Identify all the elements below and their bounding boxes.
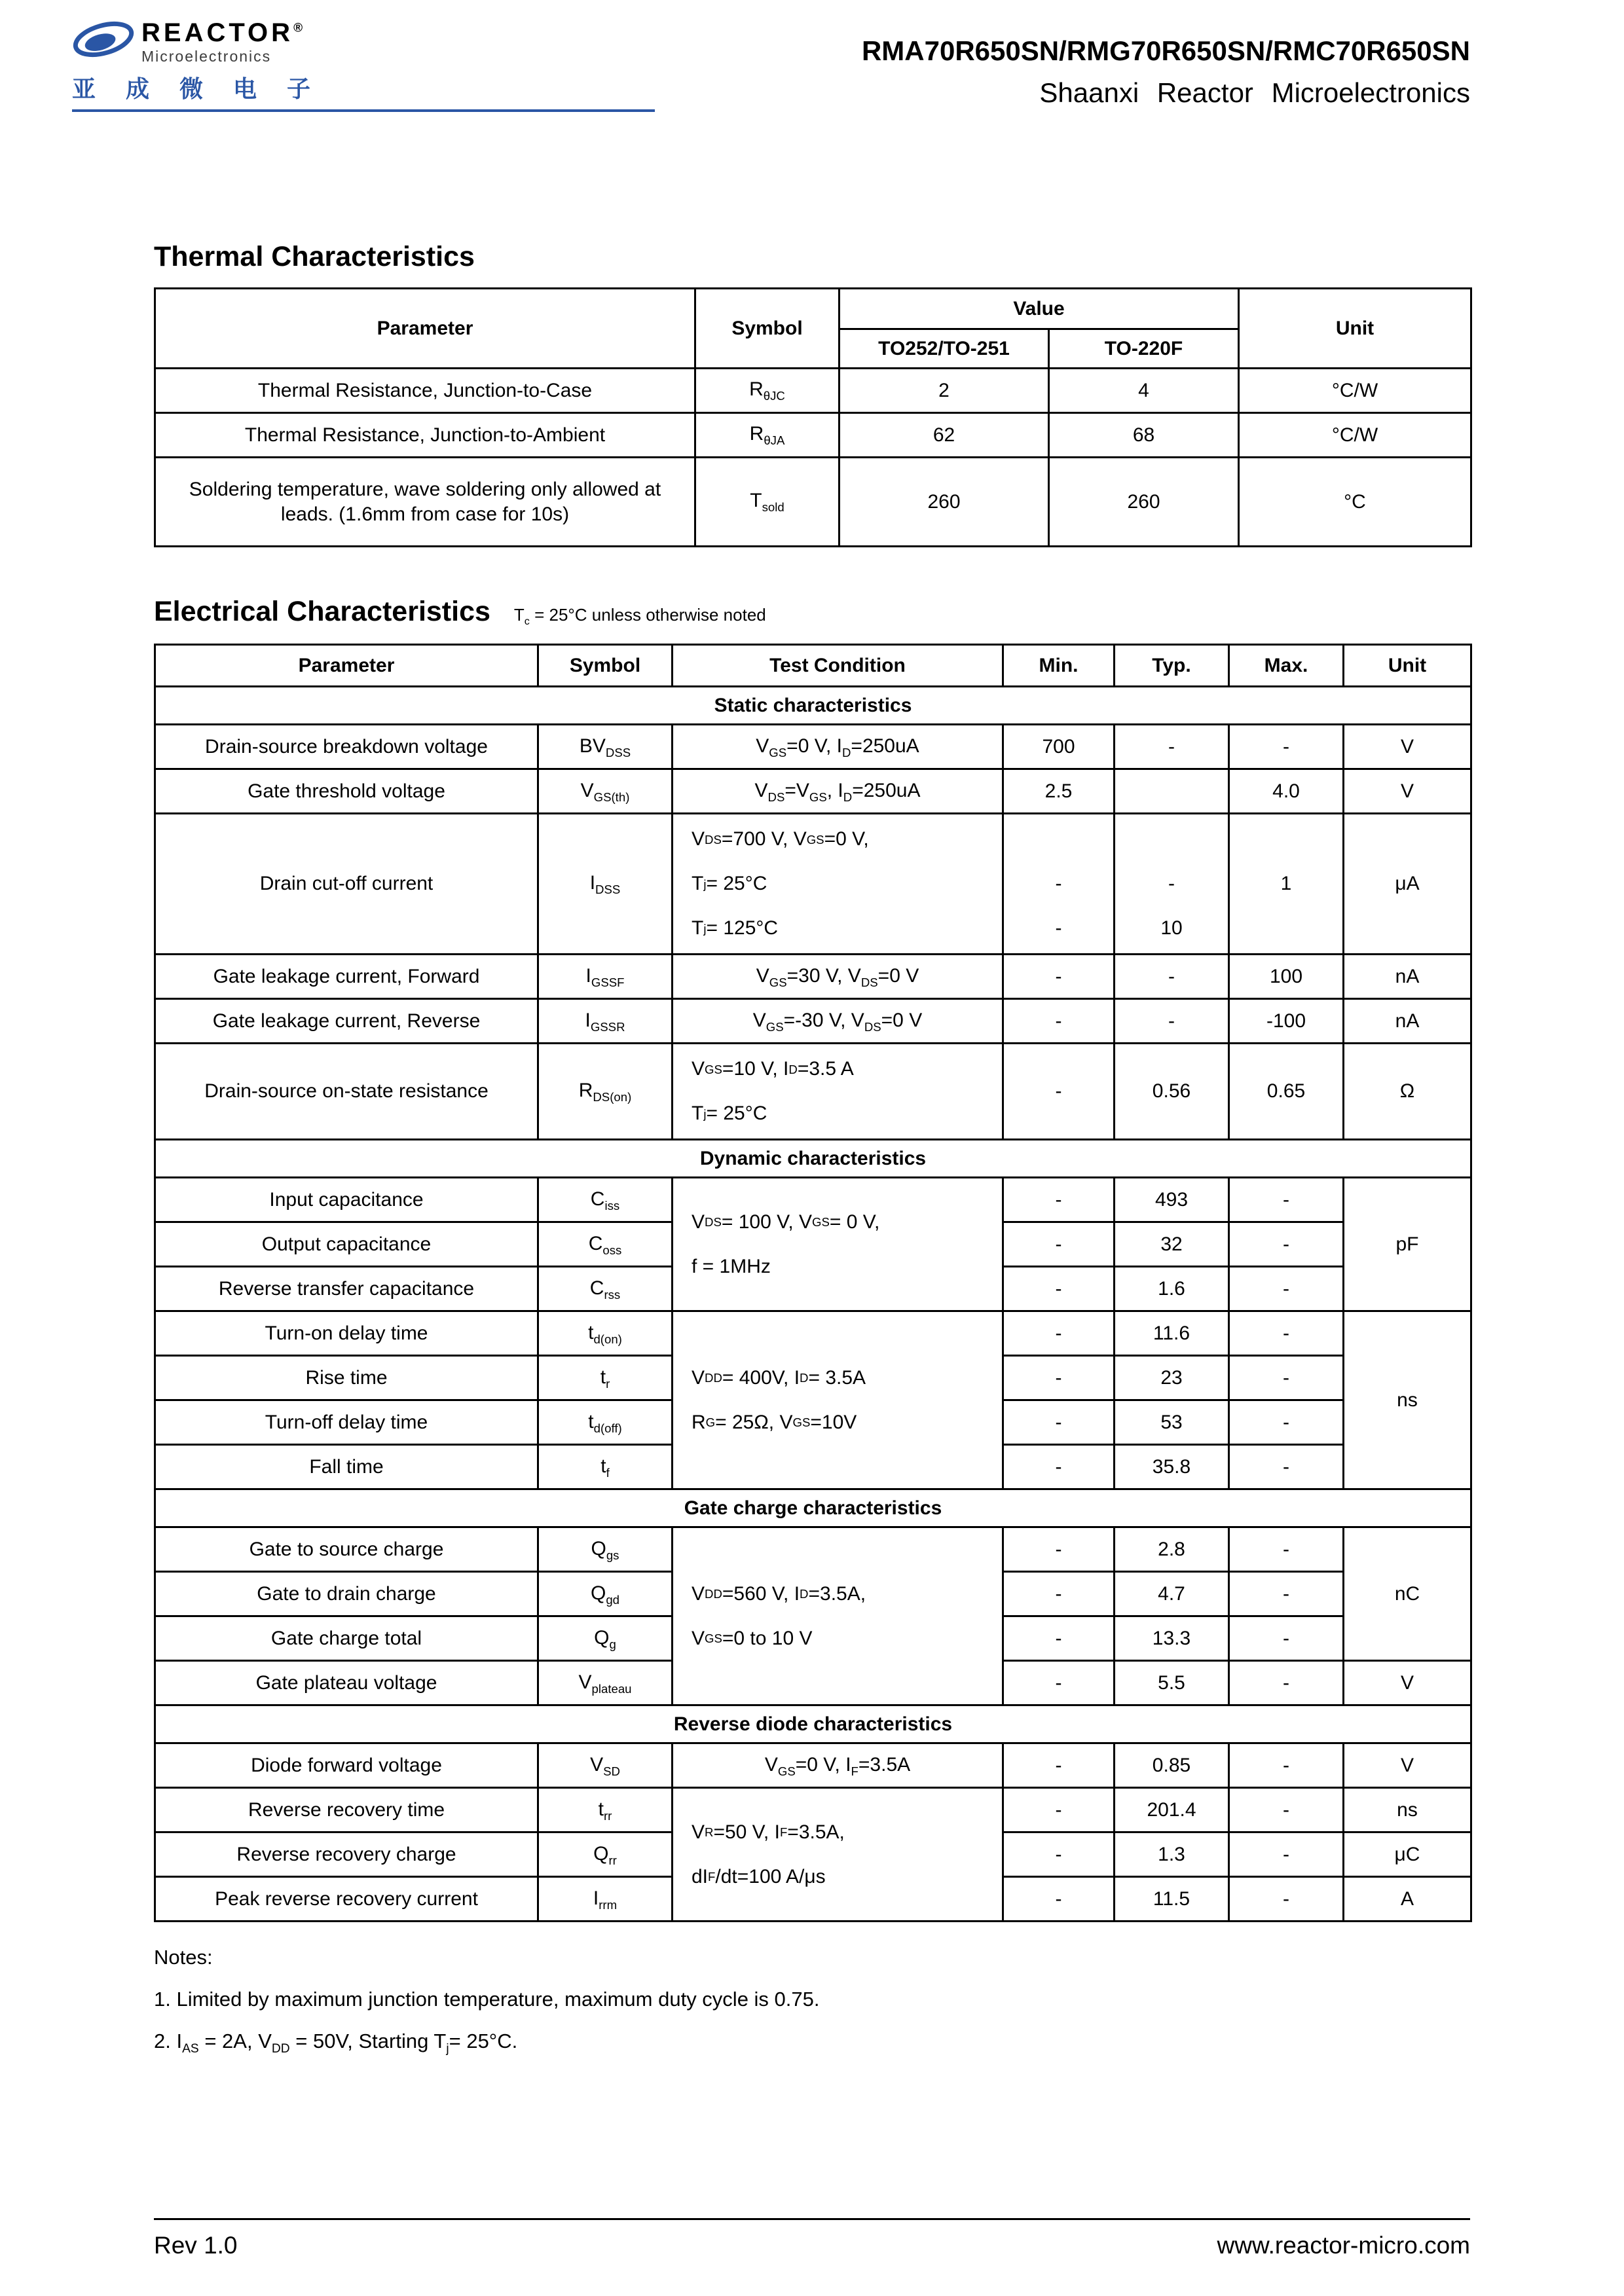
table-cell: 62: [840, 413, 1049, 458]
page-header: [72, 20, 1470, 112]
table-cell: -: [1115, 999, 1229, 1044]
table-row: [155, 458, 1471, 547]
table-cell: 700: [1003, 725, 1115, 769]
notes-section: [154, 1946, 1470, 2056]
table-cell: V R =50 V, I F =3.5A, dI F /dt=100 A/μs: [673, 1788, 1003, 1922]
table-cell: Gate threshold voltage: [155, 769, 538, 814]
table-cell: $I_{GSSF}$: [538, 955, 673, 999]
table-cell: V: [1344, 1661, 1471, 1705]
table-cell: Gate charge total: [155, 1616, 538, 1661]
table-cell: $V_{plateau}$: [538, 1661, 673, 1705]
table-row: [155, 999, 1471, 1044]
table-cell: μA: [1344, 814, 1471, 955]
table-row: [155, 955, 1471, 999]
table-cell: $V_{GS}=0$ V, $I_F=3.5A$: [673, 1743, 1003, 1788]
table-cell: Drain-source breakdown voltage: [155, 725, 538, 769]
page-footer: [154, 2218, 1470, 2259]
table-cell: -: [1229, 1267, 1344, 1311]
table-cell: -: [1229, 1222, 1344, 1267]
table-cell: $V_{SD}$: [538, 1743, 673, 1788]
column-header-cell: TO252/TO-251: [840, 329, 1049, 369]
brand-subtitle: Microelectronics: [141, 48, 272, 65]
table-cell: $T_{sold}$: [695, 458, 840, 547]
table-cell: $t_{rr}$: [538, 1788, 673, 1832]
header-right-block: [862, 35, 1470, 109]
electrical-characteristics-title: Electrical Characteristics: [154, 596, 490, 627]
table-cell: °C/W: [1239, 369, 1471, 413]
table-cell: nA: [1344, 999, 1471, 1044]
section-row: [155, 687, 1471, 725]
table-cell: -: [1229, 1832, 1344, 1877]
table-cell: V DD = 400V, I D = 3.5A R G = 25Ω, V GS =10V: [673, 1311, 1003, 1489]
table-cell: pF: [1344, 1178, 1471, 1311]
table-cell: -: [1003, 1267, 1115, 1311]
section-header-cell: Reverse diode characteristics: [155, 1705, 1471, 1743]
table-cell: -: [1003, 1400, 1115, 1445]
table-cell: 1: [1229, 814, 1344, 955]
table-cell: -: [1003, 1616, 1115, 1661]
table-cell: V: [1344, 769, 1471, 814]
table-cell: $R_{\theta JC}$: [695, 369, 840, 413]
table-row: [155, 814, 1471, 955]
column-header-cell: Parameter: [155, 289, 695, 369]
table-cell: $t_f$: [538, 1445, 673, 1489]
column-header-cell: Min.: [1003, 645, 1115, 687]
table-cell: -: [1229, 1400, 1344, 1445]
table-cell: Reverse transfer capacitance: [155, 1267, 538, 1311]
table-cell: $Q_{gs}$: [538, 1527, 673, 1572]
column-header-cell: Value: [840, 289, 1239, 329]
brand-name-text: REACTOR: [141, 18, 294, 47]
table-cell: 4: [1049, 369, 1239, 413]
table-cell: 2.8: [1115, 1527, 1229, 1572]
table-row: [155, 1743, 1471, 1788]
column-header-cell: Unit: [1239, 289, 1471, 369]
table-cell: $V_{GS(th)}$: [538, 769, 673, 814]
table-cell: $C_{iss}$: [538, 1178, 673, 1222]
table-cell: -: [1115, 725, 1229, 769]
company-name: Shaanxi Reactor Microelectronics: [1039, 77, 1470, 108]
brand-chinese-name: 亚 成 微 电 子: [72, 75, 323, 102]
table-cell: -: [1229, 1356, 1344, 1400]
table-row: [155, 1527, 1471, 1572]
table-cell: -: [1229, 1527, 1344, 1572]
table-cell: $Q_{rr}$: [538, 1832, 673, 1877]
table-cell: 100: [1229, 955, 1344, 999]
table-cell: 11.6: [1115, 1311, 1229, 1356]
table-cell: -: [1003, 1527, 1115, 1572]
table-cell: 32: [1115, 1222, 1229, 1267]
table-cell: Drain-source on-state resistance: [155, 1044, 538, 1140]
table-cell: $t_r$: [538, 1356, 673, 1400]
table-cell: nA: [1344, 955, 1471, 999]
table-row: [155, 1311, 1471, 1356]
table-cell: -: [1229, 1572, 1344, 1616]
column-header-cell: Unit: [1344, 645, 1471, 687]
website-url: www.reactor-micro.com: [1217, 2232, 1470, 2259]
table-cell: $I_{DSS}$: [538, 814, 673, 955]
table-cell: $R_{\theta JA}$: [695, 413, 840, 458]
table-cell: 23: [1115, 1356, 1229, 1400]
table-row: [155, 769, 1471, 814]
table-cell: 260: [1049, 458, 1239, 547]
table-cell: $C_{oss}$: [538, 1222, 673, 1267]
section-header-cell: Dynamic characteristics: [155, 1140, 1471, 1178]
table-cell: $I_{GSSR}$: [538, 999, 673, 1044]
table-cell: $V_{GS}=30$ V, $V_{DS}=0$ V: [673, 955, 1003, 999]
notes-title: Notes:: [154, 1946, 213, 1969]
table-cell: Ω: [1344, 1044, 1471, 1140]
table-cell: $V_{GS}=0$ V, $I_D=250uA$: [673, 725, 1003, 769]
table-cell: -100: [1229, 999, 1344, 1044]
table-cell: Output capacitance: [155, 1222, 538, 1267]
table-cell: Peak reverse recovery current: [155, 1877, 538, 1922]
page-content: [154, 241, 1470, 2056]
table-cell: Gate to source charge: [155, 1527, 538, 1572]
test-conditions-note: $T_c = 25^\circ C$ unless otherwise noted: [513, 605, 766, 628]
table-cell: $I_{rrm}$: [538, 1877, 673, 1922]
table-cell: -: [1229, 725, 1344, 769]
brand-text-block: [141, 20, 303, 65]
table-cell: -: [1229, 1445, 1344, 1489]
table-cell: 4.0: [1229, 769, 1344, 814]
table-cell: Drain cut-off current: [155, 814, 538, 955]
table-cell: 1.3: [1115, 1832, 1229, 1877]
table-cell: -: [1229, 1661, 1344, 1705]
part-number: RMA70R650SN/RMG70R650SN/RMC70R650SN: [861, 35, 1470, 66]
table-cell: -: [1003, 1356, 1115, 1400]
column-header-cell: TO-220F: [1049, 329, 1239, 369]
table-cell: Rise time: [155, 1356, 538, 1400]
table-cell: μC: [1344, 1832, 1471, 1877]
table-cell: ns: [1344, 1311, 1471, 1489]
table-cell: -: [1229, 1178, 1344, 1222]
table-cell: $C_{rss}$: [538, 1267, 673, 1311]
section-header-cell: Gate charge characteristics: [155, 1489, 1471, 1527]
table-cell: [1115, 769, 1229, 814]
table-cell: -: [1003, 999, 1115, 1044]
table-cell: V DD =560 V, I D =3.5A, V GS =0 to 10 V: [673, 1527, 1003, 1705]
table-cell: Reverse recovery charge: [155, 1832, 538, 1877]
table-cell: °C: [1239, 458, 1471, 547]
table-cell: -: [1003, 1222, 1115, 1267]
reactor-logo-icon: [72, 20, 135, 59]
table-cell: -: [1003, 1832, 1115, 1877]
table-cell: 0.56: [1115, 1044, 1229, 1140]
column-header-cell: Typ.: [1115, 645, 1229, 687]
revision-label: Rev 1.0: [154, 2232, 238, 2259]
table-cell: V DS = 100 V, V GS = 0 V, f = 1MHz: [673, 1178, 1003, 1311]
table-cell: -: [1003, 1445, 1115, 1489]
note-item-1: 1. Limited by maximum junction temperature, maximum duty cycle is 0.75.: [154, 1988, 820, 2011]
table-cell: $V_{DS}=V_{GS}$, $I_D=250uA$: [673, 769, 1003, 814]
table-cell: -: [1003, 955, 1115, 999]
column-header-cell: Symbol: [538, 645, 673, 687]
table-cell: 201.4: [1115, 1788, 1229, 1832]
note-item-2: 2. $I_{AS} = 2A$, $V_{DD} = 50V$, Starting $T_j= 25^\circ C$.: [154, 2030, 518, 2056]
column-header-cell: Symbol: [695, 289, 840, 369]
table-cell: 2: [840, 369, 1049, 413]
table-cell: 493: [1115, 1178, 1229, 1222]
table-cell: -: [1003, 1877, 1115, 1922]
table-cell: Thermal Resistance, Junction-to-Case: [155, 369, 695, 413]
table-cell: Gate to drain charge: [155, 1572, 538, 1616]
table-cell: Soldering temperature, wave soldering only allowed at leads. (1.6mm from case for 10s): [155, 458, 695, 547]
table-cell: $V_{GS}=-30$ V, $V_{DS}=0$ V: [673, 999, 1003, 1044]
table-cell: $Q_{gd}$: [538, 1572, 673, 1616]
table-cell: - -: [1003, 814, 1115, 955]
table-cell: Fall time: [155, 1445, 538, 1489]
table-cell: -: [1229, 1743, 1344, 1788]
table-cell: 0.65: [1229, 1044, 1344, 1140]
logo-underline: [72, 109, 655, 112]
table-row: [155, 413, 1471, 458]
table-cell: 2.5: [1003, 769, 1115, 814]
electrical-title-row: [154, 596, 1470, 628]
table-cell: Diode forward voltage: [155, 1743, 538, 1788]
table-cell: Gate leakage current, Reverse: [155, 999, 538, 1044]
section-row: [155, 1489, 1471, 1527]
table-cell: Gate plateau voltage: [155, 1661, 538, 1705]
table-cell: 35.8: [1115, 1445, 1229, 1489]
table-cell: V DS =700 V, V GS =0 V, T j = 25°C T j = 125°C: [673, 814, 1003, 955]
table-cell: Gate leakage current, Forward: [155, 955, 538, 999]
column-header-cell: Test Condition: [673, 645, 1003, 687]
table-cell: V: [1344, 1743, 1471, 1788]
table-cell: 260: [840, 458, 1049, 547]
table-cell: -: [1003, 1311, 1115, 1356]
thermal-characteristics-table: [154, 287, 1472, 547]
table-cell: Turn-on delay time: [155, 1311, 538, 1356]
table-row: [155, 1178, 1471, 1222]
table-cell: 13.3: [1115, 1616, 1229, 1661]
section-row: [155, 1140, 1471, 1178]
table-cell: Turn-off delay time: [155, 1400, 538, 1445]
table-cell: 53: [1115, 1400, 1229, 1445]
column-header-cell: Parameter: [155, 645, 538, 687]
table-cell: -: [1229, 1616, 1344, 1661]
table-cell: 1.6: [1115, 1267, 1229, 1311]
thermal-characteristics-title: Thermal Characteristics: [154, 241, 475, 272]
table-row: [155, 1044, 1471, 1140]
table-cell: nC: [1344, 1527, 1471, 1661]
table-cell: -: [1003, 1572, 1115, 1616]
table-cell: -: [1003, 1788, 1115, 1832]
section-row: [155, 1705, 1471, 1743]
table-cell: V GS =10 V, I D =3.5 A T j = 25°C: [673, 1044, 1003, 1140]
table-cell: 0.85: [1115, 1743, 1229, 1788]
table-row: [155, 369, 1471, 413]
table-cell: Thermal Resistance, Junction-to-Ambient: [155, 413, 695, 458]
table-cell: °C/W: [1239, 413, 1471, 458]
header-row: [155, 645, 1471, 687]
electrical-characteristics-table: [154, 644, 1472, 1922]
table-cell: - 10: [1115, 814, 1229, 955]
table-cell: 4.7: [1115, 1572, 1229, 1616]
table-cell: $Q_g$: [538, 1616, 673, 1661]
brand-name: [141, 20, 303, 46]
column-header-cell: Max.: [1229, 645, 1344, 687]
table-cell: -: [1003, 1661, 1115, 1705]
table-cell: -: [1229, 1877, 1344, 1922]
table-cell: A: [1344, 1877, 1471, 1922]
table-cell: $BV_{DSS}$: [538, 725, 673, 769]
table-cell: $R_{DS(on)}$: [538, 1044, 673, 1140]
table-cell: Input capacitance: [155, 1178, 538, 1222]
table-row: [155, 1788, 1471, 1832]
table-cell: $t_{d(off)}$: [538, 1400, 673, 1445]
table-cell: -: [1003, 1743, 1115, 1788]
registered-mark: ®: [293, 21, 303, 35]
table-cell: V: [1344, 725, 1471, 769]
table-cell: -: [1229, 1788, 1344, 1832]
table-cell: -: [1003, 1044, 1115, 1140]
table-cell: 11.5: [1115, 1877, 1229, 1922]
table-cell: -: [1003, 1178, 1115, 1222]
table-cell: ns: [1344, 1788, 1471, 1832]
header-row: [155, 289, 1471, 329]
table-row: [155, 725, 1471, 769]
table-cell: -: [1115, 955, 1229, 999]
table-cell: -: [1229, 1311, 1344, 1356]
table-cell: Reverse recovery time: [155, 1788, 538, 1832]
table-cell: $t_{d(on)}$: [538, 1311, 673, 1356]
table-cell: 68: [1049, 413, 1239, 458]
section-header-cell: Static characteristics: [155, 687, 1471, 725]
table-cell: 5.5: [1115, 1661, 1229, 1705]
